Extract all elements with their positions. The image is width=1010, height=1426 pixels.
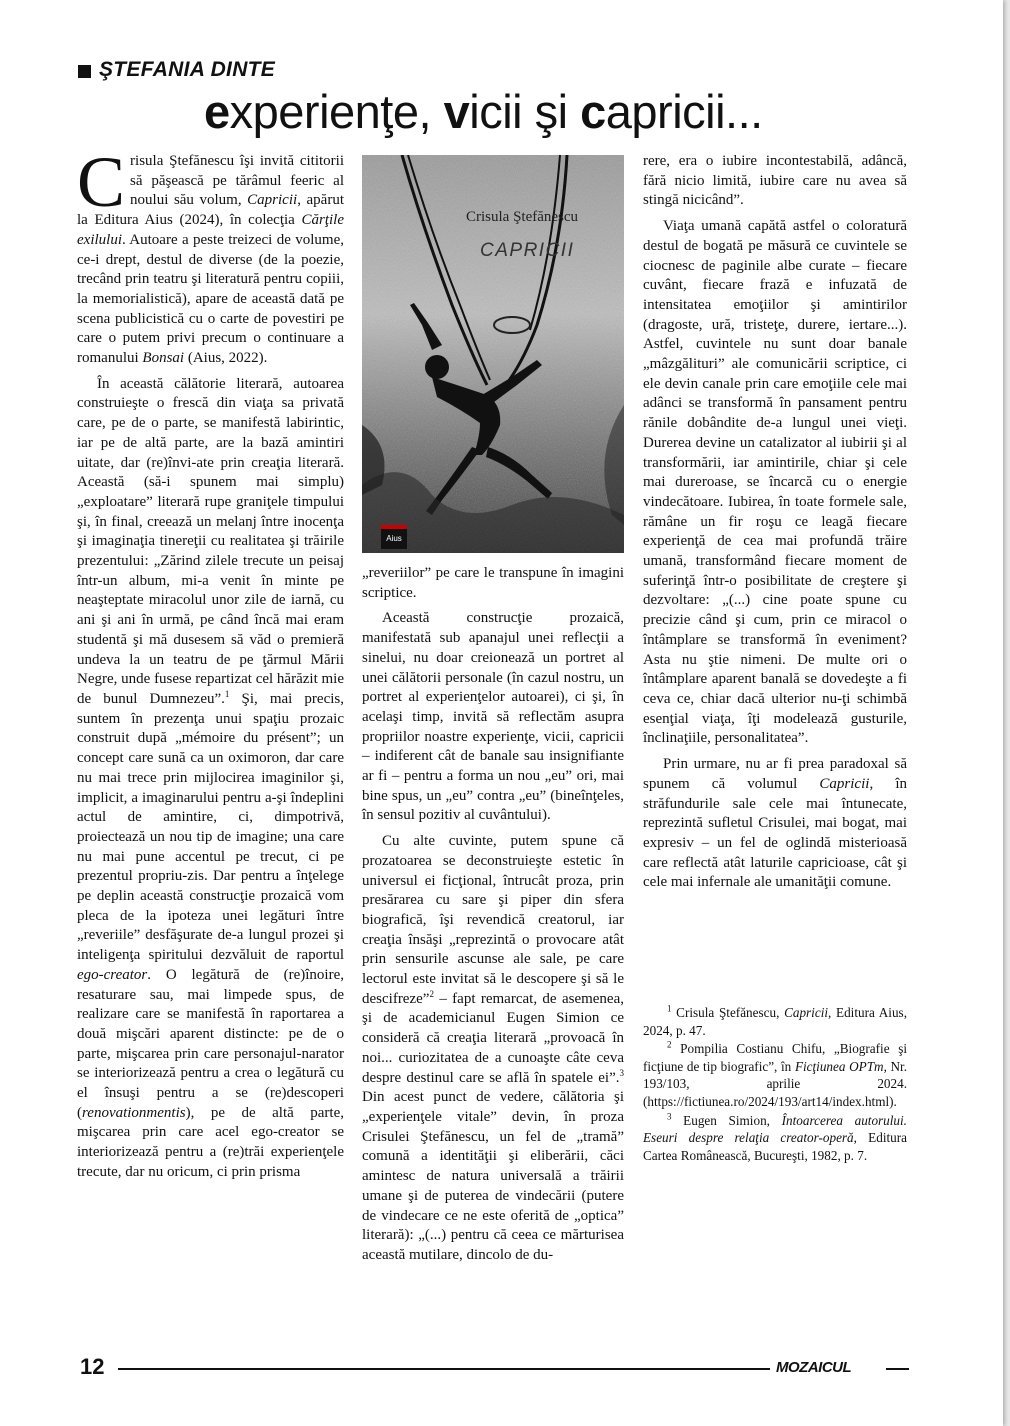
footnote: $^2$ Pompilia Costianu Chifu, „Biografie şi ficţiune de tip biografic”, în Ficţiunea OPTm, Nr. 193/103, aprilie 2024. (https://fictiunea.ro/2024/193/art14/index.html). [643,1039,908,1109]
title-part: c [580,85,606,138]
paragraph: Cu alte cuvinte, putem spune că prozatoarea se deconstruieşte estetic în universul ei ficţional, întrucât proza, prin presărarea cu sare şi piper din sfera biografică, îşi revendică creatorul, iar creaţia însăşi „reprezintă o provocare atât prin sensurile ascunse ale sale, pe care lectorul este invitat să le descopere şi să le descifreze”$^2$ – fapt remarcat, de asemenea, şi de academicianul Eugen Simion ce consideră că creaţia literară „provoacă în noi... curiozitatea de a cunoaşte câte ceva despre destinul care se află în spatele ei”.$^3$ Din acest punct de vedere, călătoria şi „experienţele vitale” devin, în proza Crisulei Ştefănescu, un fel de „tramă” comună a identităţii şi eliberării, căci amintesc de natura universală a trăirii umane şi de puterea de vindecării (putere de vindecare ce ne este oferită de „optica” literară): „(...) pentru că ceea ce mărturisea această mutilare, dincolo de du- [362,833,624,1263]
drop-cap: C [77,142,126,222]
title-part: v [443,85,470,138]
paragraph: „reveriilor” pe care le transpune în imagini scriptice. [362,565,624,601]
book-cover-image [362,155,624,553]
cover-title: CAPRICII [480,240,575,261]
footnotes [643,1004,907,1165]
title-part: e [204,85,230,138]
column-3 [643,152,907,893]
square-bullet-icon [78,65,91,78]
title-part: icii şi [469,85,581,138]
article-title [204,84,763,139]
column-1 [77,142,344,1183]
paragraph: Această construcţie prozaică, manifestată sub apanajul unei reflecţii a sinelui, nu doar creionează un portret al unei călătorii personale (în cazul nostru, un portret al experienţelor autoarei), ci şi, în acelaşi timp, invită să reflectăm asupra propriilor noastre experienţe, vicii, capricii – indiferent cât de banale sau insignifiante ar fi – pentru a forma un nou „eu” ori, mai bine spus, un „eu” contra „eu” (bineînţeles, în sensul pozitiv al cuvântului). [362,610,624,824]
title-part: apricii... [605,85,763,138]
publisher-logo: Aius [381,525,407,549]
footnote: $^1$ Crisula Ştefănescu, Capricii, Editura Aius, 2024, p. 47. [643,1003,907,1038]
footer-rule [118,1368,770,1370]
cover-author: Crisula Ştefănescu [466,209,579,225]
paragraph: Prin urmare, nu ar fi prea paradoxal să spunem că volumul Capricii, în străfundurile sale cele mai întunecate, reprezintă sufletul Crisulei, mai bogat, mai expresiv – un fel de oglindă misterioasă care reflectă atât laturile capricioase, cât şi cele mai infernale ale umanităţii comune. [643,756,907,891]
paragraph: În această călătorie literară, autoarea construieşte o frescă din viaţa sa privată care, pe de o parte, se manifestă labirintic, iar pe de altă parte, are la bază amintiri uitate, dar (re)învi-ate prin creaţia literară. Această (să-i spunem mai simplu) „exploatare” literară rupe graniţele timpului şi, în final, creează un melanj între inocenţa şi imaginaţia tinereţii cu realitatea şi trăirile prezentului: „Zărind zilele trecute un peisaj într-un album, mi-a venit în minte pe neaşteptate miracolul unor zile de iarnă, cu ani şi ani în urmă, pe când încă mai eram studentă şi mă dusesem să văd o premieră undeva la un teatru de pe ţărmul Mării Negre, unde fusese repartizat cel hărăzit mie de bunul Dumnezeu”.$^1$ Şi, mai precis, suntem în prezenţa unui spaţiu prozaic construit după „mémoire du présent”; un concept care sună ca un oximoron, dar care nu mai trece prin mijlocirea imaginilor şi, implicit, a imaginarului pentru a-şi îndeplini actul de amintire, ci, dimpotrivă, proiectează un nou tip de imagine; una care nu mai pune accentul pe trecut, ci pe prezentul propriu-zis. Dar pentru a înţelege pe deplin această construcţie prozaică vom pleca de la ipoteza unei legături între „reveriile” desfăşurate de-a lungul prozei şi inteligenţa spiritului dezvăluit de raportul ego-creator. O legătură de (re)înoire, resaturare sau, mai limpede spus, de realizare care se manifestă în raportarea a două mişcări aparent distincte: pe de o parte, mişcarea prin care personajul-narator se interiorizează pentru a crea o legătură cu el însuşi pentru a se (re)descoperi (renovationmentis), pe de altă parte, mişcarea prin care acel ego-creator se interiorizează pentru a (re)trăi experienţele trecute, dar nu oricum, ci prin prisma [77,375,344,1180]
page-number: 12 [80,1354,105,1379]
title-part: xperienţe, [229,85,444,138]
magazine-logo: MOZAICUL [776,1359,852,1376]
column-2 [362,564,624,1266]
author-name: ŞTEFANIA DINTE [99,58,276,81]
footnote: $^3$ Eugen Simion, Întoarcerea autorului. Eseuri despre relaţia creator-operă, Editura Cartea Românească, Bucureşti, 1982, p. 7. [643,1111,907,1163]
paragraph: rere, era o iubire incontestabilă, adâncă, fără nicio limită, iubire care nu avea să stingă nicicând”. [643,153,907,209]
paragraph: Viaţa umană capătă astfel o coloratură destul de bogată pe măsură ce cuvintele se ciocnesc de paginile albe curate – fiecare cuvânt, fiecare frază e infuzată de intensitatea emoţiilor şi amintirilor (dragoste, ură, tristeţe, durere, iertare...). Astfel, cuvintele nu sunt doar banale „mâzgălituri” ale comunicării scriptice, ci ele devin canale prin care emoţiile cele mai adânci se transformă în pansament pentru rănile dobândite de-a lungul unei vieţi. Durerea devine un catalizator al iubirii şi al transformării, iar amintirile, chiar şi cele mai dureroase, se încarcă cu o energie vindecătoare. Iubirea, în toate formele sale, rămâne un fir roşu ce leagă fiecare experienţă de cea mai profundă trăire umană, transformând fiecare moment de suferinţă într-o posibilitate de creştere şi dezvoltare: „(...) cine poate spune cu precizie când şi cum, prin ce miracol o întâmplare se transformă în eveniment? Asta nu ştie nimeni. De multe ori o întâmplare aparent banală se dovedeşte a fi ceva ce, chiar dacă ulterior nu-ţi schimbă esenţial viaţa, îţi modelează gusturile, înclinaţiile, personalitatea”. [643,218,907,747]
paragraph: Crisula Ştefănescu îşi invită cititorii să păşească pe tărâmul feeric al noului său volum, Capricii, apărut la Editura Aius (2024), în colecţia Cărţile exilului. Autoare a peste treizeci de volume, ce-i drept, destul de diverse (de la poezie, trecând prin teatru şi literatură pentru copiii, la memorialistică), apare de această dată pe scena publicistică cu o carte de povestiri pe care o putem privi precum o continuare a romanului Bonsai (Aius, 2022). [77,142,344,367]
article-author [78,58,275,82]
footer-rule-end [886,1368,909,1370]
